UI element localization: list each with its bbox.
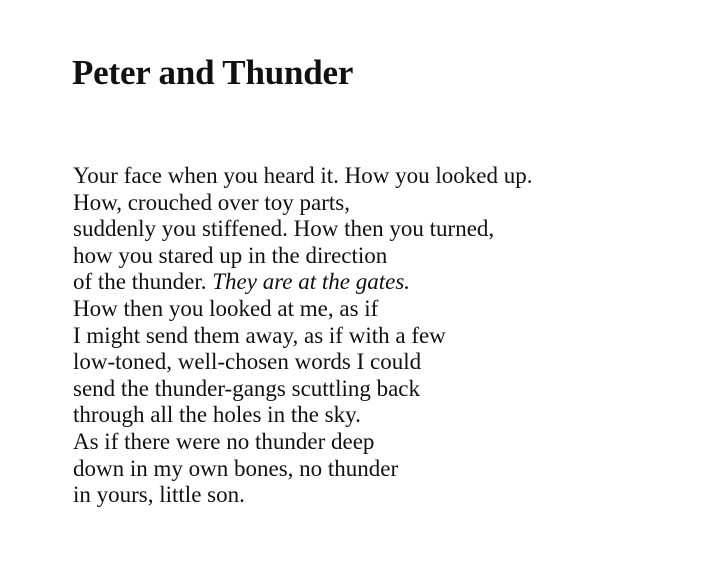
poem-line: suddenly you stiffened. How then you turned, (73, 216, 495, 242)
poem-line: low-toned, well-chosen words I could (73, 349, 422, 375)
poem-line: How then you looked at me, as if (73, 295, 379, 321)
poem-line: in yours, little son. (73, 482, 245, 508)
poem-title: Peter and Thunder (72, 53, 354, 92)
poem-line: Your face when you heard it. How you looked up. (73, 163, 533, 188)
poem-line (73, 269, 533, 296)
poem-body (73, 163, 533, 509)
poem-line: through all the holes in the sky. (73, 402, 361, 428)
poem-line: send the thunder-gangs scuttling back (73, 375, 421, 401)
poem-line: I might send them away, as if with a few (73, 322, 446, 348)
poem-line: As if there were no thunder deep (73, 428, 375, 454)
poem-line-italic-text: They are at the gates. (212, 269, 411, 295)
poem-line: how you stared up in the direction (73, 242, 388, 268)
poem-line: How, crouched over toy parts, (73, 189, 350, 215)
poem-line-text: of the thunder. (73, 269, 213, 295)
poem-line: down in my own bones, no thunder (73, 455, 399, 481)
